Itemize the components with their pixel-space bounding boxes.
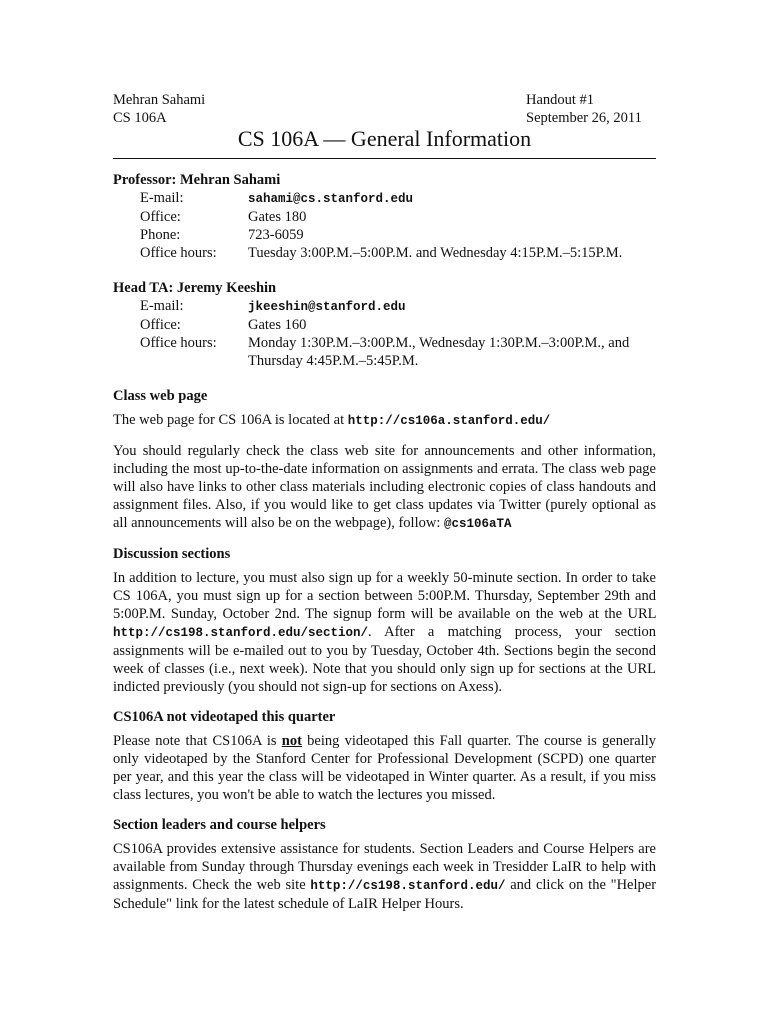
- web-page-intro-text: The web page for CS 106A is located at: [113, 412, 345, 428]
- page-title: CS 106A — General Information: [237, 126, 532, 151]
- sections-heading: Discussion sections: [113, 546, 231, 562]
- head-ta-heading: Head TA: Jeremy Keeshin: [113, 280, 277, 296]
- professor-heading: Professor: Mehran Sahami: [113, 172, 281, 188]
- sections-paragraph: [113, 569, 656, 696]
- sections-body-before: In addition to lecture, you must also sign up for a weekly 50-minute section. In order to take CS 106A, you must sign up for a section between 5:00P.M. Thursday, September 29th and 5:00P.M. Sunday, October 2nd. The signup form will be available on the web at the URL: [113, 570, 656, 622]
- author-name: Mehran Sahami: [113, 92, 206, 108]
- head-ta-email[interactable]: jkeeshin@stanford.edu: [248, 300, 406, 314]
- video-paragraph: [113, 732, 656, 804]
- course-code: CS 106A: [113, 110, 167, 126]
- head-ta-hours-line2: Thursday 4:45P.M.–5:45P.M.: [248, 353, 419, 369]
- cs198-link[interactable]: http://cs198.stanford.edu/: [310, 879, 506, 893]
- professor-hours-row: [140, 244, 656, 262]
- web-page-body: You should regularly check the class web site for announcements and other information, including the most up-to-the-date information on assignments and errata. The class web page will also have links to other class materials including electronic copies of class handouts and assignment files. Also, if you would like to get class updates via Twitter (purely optional as all announcements will also be on the webpage), follow:: [113, 443, 656, 531]
- phone-label: Phone:: [140, 227, 181, 243]
- office-label: Office:: [140, 209, 181, 225]
- video-emphasis: not: [281, 733, 302, 749]
- helpers-paragraph: [113, 840, 656, 913]
- hours-label: Office hours:: [140, 245, 217, 261]
- hours-label: Office hours:: [140, 335, 217, 351]
- head-ta-hours: [248, 334, 656, 370]
- email-label: E-mail:: [140, 298, 184, 314]
- header-left: [113, 91, 205, 127]
- professor-email[interactable]: sahami@cs.stanford.edu: [248, 192, 414, 206]
- sections-body-after: . After a matching process, your section assignments will be e-mailed out to you by Tuesday, October 4th. Sections begin the second week of classes (i.e., next week). Note that you should only sign up for sections at the URL indicted previously (you should not sign-up for sections on Axess).: [113, 624, 656, 695]
- head-ta-hours-line1: Monday 1:30P.M.–3:00P.M., Wednesday 1:30P.M.–3:00P.M., and: [248, 335, 630, 351]
- title-divider: [113, 158, 656, 159]
- video-heading: CS106A not videotaped this quarter: [113, 709, 336, 725]
- video-after: being videotaped this Fall quarter. The course is generally only videotaped by the Stanford Center for Professional Development (SCPD) one quarter per year, and this year the class will be videotaped in Winter quarter. As a result, if you miss class lectures, you won't be able to watch the lectures you missed.: [113, 733, 656, 803]
- professor-phone: 723-6059: [248, 227, 304, 243]
- office-label: Office:: [140, 317, 181, 333]
- web-page-heading: Class web page: [113, 388, 208, 404]
- class-website-link[interactable]: http://cs106a.stanford.edu/: [347, 414, 551, 428]
- helpers-after: and click on the "Helper Schedule" link for the latest schedule of LaIR Helper Hours.: [113, 877, 657, 912]
- header-right: [526, 91, 642, 127]
- professor-office-row: [140, 208, 656, 226]
- head-ta-hours-row: [140, 334, 656, 370]
- document-body: [113, 171, 656, 913]
- video-before: Please note that CS106A is: [113, 733, 277, 749]
- professor-office: Gates 180: [248, 209, 307, 225]
- professor-phone-row: [140, 226, 656, 244]
- head-ta-office: Gates 160: [248, 317, 307, 333]
- helpers-before: CS106A provides extensive assistance for students. Section Leaders and Course Helpers are available from Sunday through Thursday evenings each week in Tresidder LaIR to help with assignments. Check the web site: [113, 841, 656, 893]
- professor-email-row: [140, 189, 656, 208]
- head-ta-email-row: [140, 297, 656, 316]
- professor-hours: Tuesday 3:00P.M.–5:00P.M. and Wednesday 4:15P.M.–5:15P.M.: [248, 245, 623, 261]
- twitter-handle-link[interactable]: @cs106aTA: [444, 517, 512, 531]
- head-ta-office-row: [140, 316, 656, 334]
- handout-date: September 26, 2011: [526, 110, 642, 126]
- web-page-intro: [113, 411, 656, 430]
- email-label: E-mail:: [140, 190, 184, 206]
- handout-number: Handout #1: [526, 92, 595, 108]
- web-page-paragraph: [113, 442, 656, 533]
- section-signup-link[interactable]: http://cs198.stanford.edu/section/: [113, 626, 369, 640]
- helpers-heading: Section leaders and course helpers: [113, 817, 326, 833]
